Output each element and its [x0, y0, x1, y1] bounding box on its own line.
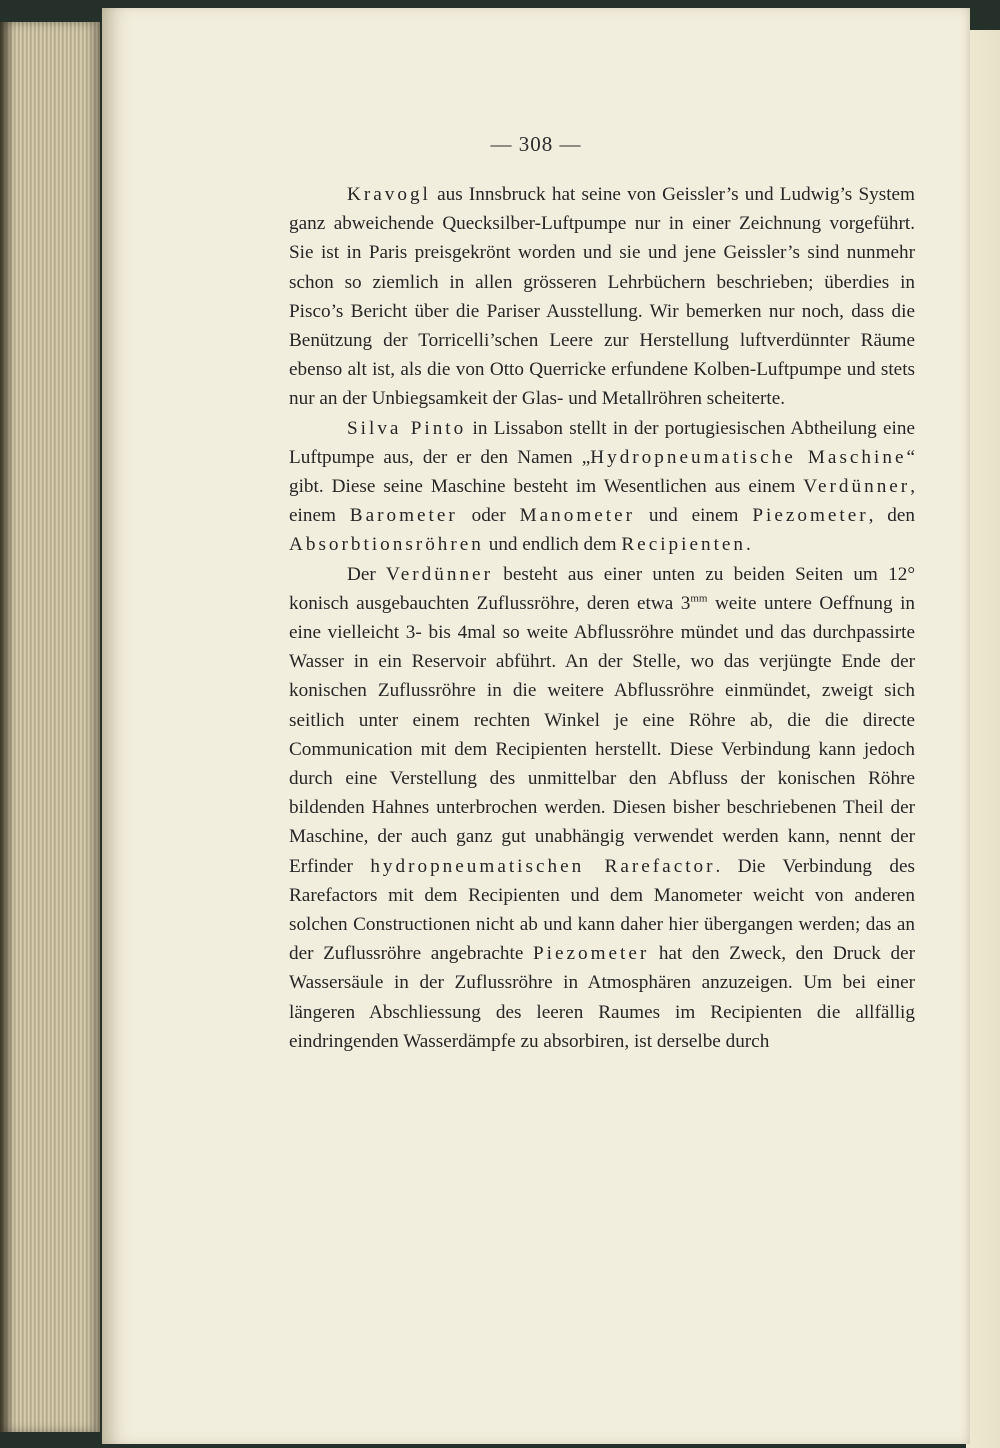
paragraph — [289, 414, 915, 560]
spaced-term: Piezometer — [532, 943, 650, 965]
binding-shadow — [0, 22, 14, 1432]
text-run: und einem — [635, 505, 753, 527]
book-page — [102, 8, 970, 1444]
spaced-term: Absorbtionsröhren — [289, 534, 484, 556]
text-run: hat den Zweck, den Druck der Wassersäule in der Zuflussröhre in Atmosphären anzuzeigen. Um bei einer längeren Abschliessung des leeren Raumes im Recipienten die allfällig eindringenden Wasserdämpfe zu absorbiren, ist derselbe durch — [289, 943, 915, 1052]
unit-superscript: mm — [690, 592, 708, 605]
text-run: , den — [868, 505, 916, 527]
paragraph — [289, 180, 915, 414]
text-run: , einem — [289, 476, 915, 527]
text-run: . Die Verbindung des Rarefactors mit dem Recipienten und dem Manometer weicht von anderen solchen Constructionen nicht ab und kann daher hier übergangen werden; das an der Zuflussröhre angebrachte — [289, 855, 915, 965]
spaced-term: Silva Pinto — [347, 417, 467, 439]
spaced-term: Kravogl — [347, 184, 431, 205]
text-run: “ gibt. Diese seine Maschine besteht im Wesentlichen aus einem — [289, 446, 915, 498]
spaced-term: Recipienten — [621, 534, 747, 556]
page-stack-edges — [0, 22, 100, 1432]
text-run: konisch ausgebauchten Zuflussröhre, deren etwa 3 — [289, 592, 691, 614]
text-run: besteht aus einer unten zu beiden Seiten um 12° — [492, 563, 915, 585]
spaced-term: Verdünner — [803, 476, 911, 498]
text-run: weite untere Oeffnung in eine vielleicht 3- bis 4mal so weite Abflussröhre mündet und das durchpassirte Wasser in ein Reservoir abführt. An der Stelle, wo das verjüngte Ende der konischen Zuflussröhre in die weitere Abflussröhre einmündet, zweigt sich seitlich unter einem rechten Winkel je eine Röhre ab, die die directe Communication mit dem Recipienten herstellt. Diese Verbindung kann jedoch durch eine Verstellung des unmittelbar den Abfluss der konischen Röhre bildenden Hahnes unterbrochen werden. Diesen bisher beschriebenen Theil der Maschine, der auch ganz gut unabhängig verwendet werden kann, nennt der Erfinder — [289, 592, 915, 877]
spaced-term: Hydropneumatische Maschine — [590, 446, 907, 468]
spaced-term: Barometer — [349, 505, 458, 527]
text-run: aus Innsbruck hat seine von Geissler’s und Ludwig’s System ganz abweichende Quecksilber-Luftpumpe nur in einer Zeichnung vorgeführt. Sie ist in Paris preisgekrönt worden und sie und jene Geissler’s sind nunmehr schon so ziemlich in allen grösseren Lehrbüchern beschrieben; überdies in Pisco’s Bericht über die Pariser Ausstellung. Wir bemerken nur noch, dass die Benützung der Torricelli’schen Leere zur Herstellung luftverdünnter Räume ebenso alt ist, als die von Otto Querricke erfundene Kolben-Luftpumpe und stets nur an der Unbiegsamkeit der Glas- und Metallröhren scheiterte. — [289, 184, 915, 410]
next-page-edge — [966, 30, 1000, 1448]
text-run: Der — [347, 563, 387, 585]
spaced-term: hydropneumatischen Rarefactor — [370, 855, 716, 877]
spaced-term: Manometer — [519, 505, 636, 527]
text-run: oder — [457, 505, 520, 527]
page-number: — 308 — — [490, 132, 582, 156]
body-text — [289, 180, 915, 1056]
spaced-term: Verdünner — [386, 563, 493, 585]
text-run: in Lissabon stellt in der portugiesischen Abtheilung eine Luftpumpe aus, der er den Namen „ — [289, 417, 915, 468]
text-run: und endlich dem — [483, 534, 622, 556]
text-run: . — [746, 534, 751, 556]
paragraph — [289, 560, 915, 1056]
spaced-term: Piezometer — [752, 505, 869, 527]
